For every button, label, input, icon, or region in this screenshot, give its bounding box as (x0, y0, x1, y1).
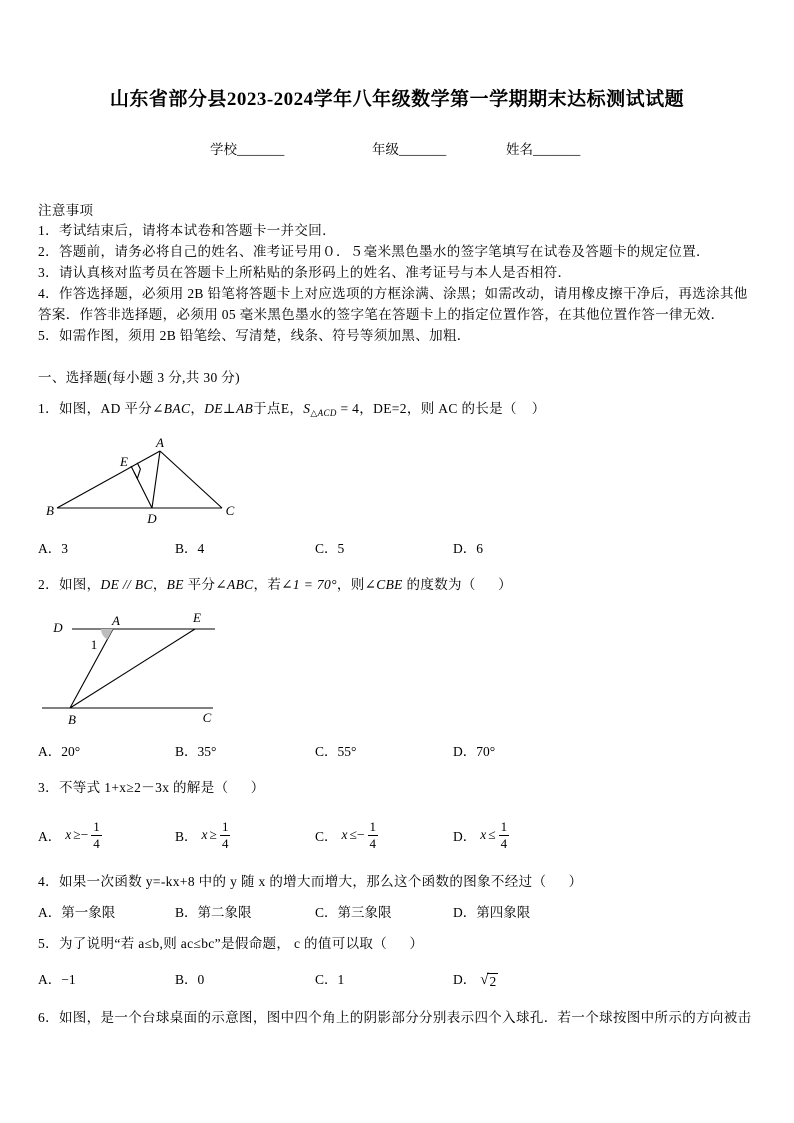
question-3-option-b (175, 817, 230, 853)
label-angle-1: 1 (90, 637, 98, 652)
stem-text: ，若 (253, 577, 282, 592)
question-2-figure (40, 605, 230, 730)
numerator: 1 (93, 818, 100, 834)
notice-item-5: 5．如需作图，须用 2B 铅笔绘、写清楚，线条、符号等须加黑、加粗． (38, 328, 471, 343)
section-heading: 一、选择题(每小题 3 分,共 30 分) (38, 370, 240, 385)
question-1-option-c: C．5 (315, 541, 345, 556)
option-variable: x (65, 827, 72, 842)
question-4-option-d: D．第四象限 (453, 905, 531, 920)
segment-ad (152, 451, 160, 508)
question-2-option-b: B．35° (175, 744, 217, 759)
stem-subscript: △ACD (310, 408, 337, 418)
question-4-option-c: C．第三象限 (315, 905, 392, 920)
label-e: E (193, 610, 201, 625)
question-4-option-a: A．第一象限 (38, 905, 116, 920)
question-5-option-c (315, 971, 344, 989)
question-1-figure (40, 432, 250, 530)
radicand: 2 (489, 974, 497, 989)
notice-item-4-line-2: 答案．作答非选择题，必须用 05 毫米黑色墨水的签字笔在答题卡上的指定位置作答，在其他位置作答一律无效． (38, 307, 725, 322)
denominator: 4 (93, 835, 100, 851)
label-b: B (46, 503, 54, 518)
stem-text: ， (190, 401, 205, 416)
stem-math: 1+x≥2－3x (104, 780, 170, 795)
question-2-option-c: C．55° (315, 744, 357, 759)
option-letter: C． (315, 972, 338, 987)
question-3-option-a (38, 817, 102, 853)
fraction (368, 819, 379, 852)
question-2-option-a: A．20° (38, 744, 81, 759)
numerator: 1 (221, 818, 229, 834)
stem-math: BE (166, 577, 184, 592)
question-3-option-d (453, 817, 509, 853)
option-letter: A． (38, 829, 62, 844)
stem-math: ∠CBE (364, 577, 403, 592)
question-5-option-d (453, 971, 498, 989)
label-c: C (225, 503, 235, 518)
fraction (220, 819, 231, 852)
option-relation: ≤ (488, 827, 496, 842)
stem-math: DE // BC (100, 577, 153, 592)
question-4-option-b: B．第二象限 (175, 905, 252, 920)
stem-text: 的度数为（ ） (402, 577, 512, 592)
label-a: A (156, 435, 164, 450)
stem-math: ∠BAC (152, 401, 191, 416)
label-d: D (53, 620, 63, 635)
option-value: 1 (337, 972, 345, 987)
stem-text: 3．不等式 (38, 780, 105, 795)
denominator: 4 (221, 835, 229, 851)
stem-math: ∠1 = 70° (281, 577, 337, 592)
question-6-stem: 6．如图，是一个台球桌面的示意图，图中四个角上的阴影部分分别表示四个入球孔．若一个球按图中所示的方向被击 (38, 1010, 752, 1025)
segment-be (70, 629, 195, 708)
option-relation: ≥− (73, 827, 89, 842)
stem-text: 2．如图， (38, 577, 101, 592)
option-letter: D． (453, 829, 477, 844)
option-letter: D． (453, 972, 477, 987)
exam-title: 山东省部分县2023-2024学年八年级数学第一学期期末达标测试试题 (109, 89, 685, 110)
option-letter: B． (175, 829, 198, 844)
question-5-option-a (38, 971, 76, 989)
question-1-stem (38, 400, 546, 419)
stem-math: DE⊥AB (204, 401, 254, 416)
name-field: 姓名_______ (506, 142, 581, 157)
option-value: 0 (197, 972, 205, 987)
stem-text: ，则 (336, 577, 365, 592)
notice-heading: 注意事项 (38, 203, 94, 218)
option-relation: ≥ (209, 827, 217, 842)
stem-text: 于点E， (253, 401, 304, 416)
grade-field: 年级_______ (372, 142, 447, 157)
label-a: A (112, 613, 120, 628)
notice-item-2: 2．答题前，请务必将自己的姓名、准考证号用０．５毫米黑色墨水的签字笔填写在试卷及答题卡的规定位置． (38, 244, 710, 259)
fraction (499, 819, 510, 852)
question-1-option-d: D．6 (453, 541, 483, 556)
option-variable: x (341, 827, 348, 842)
question-3-option-c (315, 817, 378, 853)
square-root (480, 971, 498, 989)
option-letter: B． (175, 972, 198, 987)
stem-math: S (303, 401, 311, 416)
option-value: −1 (61, 972, 76, 987)
question-4-stem: 4．如果一次函数 y=-kx+8 中的 y 随 x 的增大而增大，那么这个函数的图象不经过（ ） (38, 874, 583, 889)
question-1-option-b: B．4 (175, 541, 205, 556)
segment-ac (160, 451, 222, 508)
radical-sign: √ (480, 972, 489, 988)
question-5-option-b (175, 971, 204, 989)
stem-math: = 4 (336, 401, 360, 416)
notice-item-4-line-1: 4．作答选择题，必须用 2B 铅笔将答题卡上对应选项的方框涂满、涂黑；如需改动，请用橡皮擦干净后，再选涂其他 (38, 286, 748, 301)
label-d: D (147, 511, 157, 526)
fraction (91, 819, 102, 852)
numerator: 1 (500, 818, 508, 834)
option-variable: x (480, 827, 487, 842)
option-variable: x (201, 827, 208, 842)
notice-item-1: 1．考试结束后，请将本试卷和答题卡一并交回． (38, 223, 336, 238)
stem-text: 平分 (183, 577, 216, 592)
label-c: C (202, 710, 212, 725)
denominator: 4 (500, 835, 508, 851)
stem-text: ， (152, 577, 167, 592)
school-field: 学校_______ (210, 142, 285, 157)
numerator: 1 (369, 818, 377, 834)
question-1-option-a: A．3 (38, 541, 68, 556)
question-3-stem (38, 779, 265, 797)
angle-1-shading (101, 629, 113, 640)
stem-text: ，DE=2，则 AC 的长是（ ） (359, 401, 546, 416)
segment-ab (57, 451, 160, 508)
stem-math: ∠ABC (215, 577, 254, 592)
question-2-option-d: D．70° (453, 744, 496, 759)
stem-text: 1．如图，AD 平分 (38, 401, 153, 416)
question-5-stem: 5．为了说明“若 a≤b,则 ac≤bc”是假命题， c 的值可以取（ ） (38, 936, 424, 951)
label-e: E (120, 454, 128, 469)
denominator: 4 (369, 835, 377, 851)
label-b: B (68, 712, 76, 727)
stem-text: 的解是（ ） (169, 780, 265, 795)
notice-item-3: 3．请认真核对监考员在答题卡上所粘贴的条形码上的姓名、准考证号与本人是否相符． (38, 265, 572, 280)
option-letter: A． (38, 972, 62, 987)
question-2-stem (38, 576, 512, 594)
option-letter: C． (315, 829, 338, 844)
option-relation: ≤− (349, 827, 365, 842)
